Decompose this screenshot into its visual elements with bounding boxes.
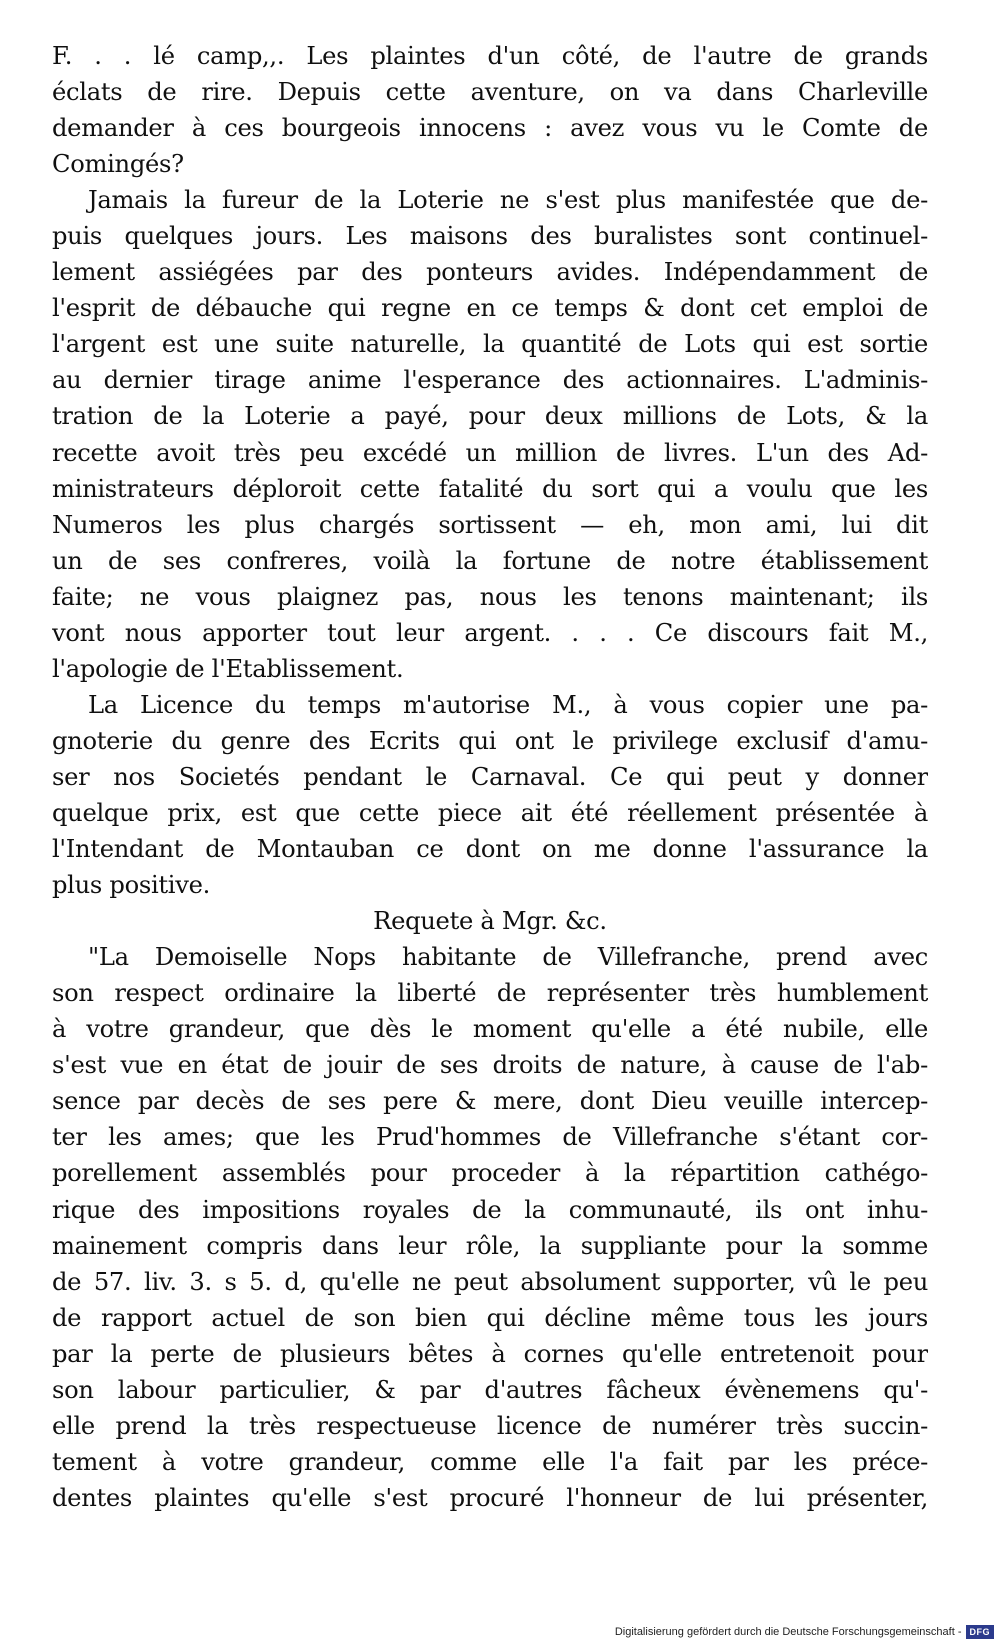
text-line: son labour particulier, & par d'autres fâcheux évènemens qu'- bbox=[52, 1375, 928, 1404]
text-line: gnoterie du genre des Ecrits qui ont le privilege exclusif d'amu- bbox=[52, 726, 928, 755]
text-line: son respect ordinaire la liberté de représenter très humblement bbox=[52, 979, 928, 1008]
text-line: faite; ne vous plaignez pas, nous les tenons maintenant; ils bbox=[52, 582, 928, 611]
text-line: par la perte de plusieurs bêtes à cornes qu'elle entretenoit pour bbox=[52, 1339, 928, 1368]
text-line: porellement assemblés pour proceder à la répartition cathégo- bbox=[52, 1159, 928, 1188]
text-line: puis quelques jours. Les maisons des buralistes sont continuel- bbox=[52, 222, 928, 251]
text-line: plus positive. bbox=[52, 871, 211, 900]
text-line: rique des impositions royales de la communauté, ils ont inhu- bbox=[52, 1195, 928, 1224]
text-line: ter les ames; que les Prud'hommes de Villefranche s'étant cor- bbox=[52, 1123, 928, 1152]
text-line: F. . . lé camp,,. Les plaintes d'un côté, de l'autre de grands bbox=[52, 42, 928, 70]
dfg-logo-icon: DFG bbox=[966, 1625, 995, 1639]
text-line: lement assiégées par des ponteurs avides. Indépendamment de bbox=[52, 258, 928, 287]
footer-credit: Digitalisierung gefördert durch die Deutsche Forschungsgemeinschaft - bbox=[614, 1626, 962, 1638]
text-line: tement à votre grandeur, comme elle l'a fait par les préce- bbox=[52, 1447, 928, 1476]
text-line: éclats de rire. Depuis cette aventure, on va dans Charleville bbox=[52, 78, 928, 107]
text-line: l'esprit de débauche qui regne en ce temps & dont cet emploi de bbox=[52, 294, 928, 323]
text-line: l'apologie de l'Etablissement. bbox=[52, 654, 404, 683]
text-line: s'est vue en état de jouir de ses droits de nature, à cause de l'ab- bbox=[52, 1051, 928, 1080]
text-line: l'Intendant de Montauban ce dont on me donne l'assurance la bbox=[52, 835, 928, 864]
text-line: "La Demoiselle Nops habitante de Villefranche, prend avec bbox=[88, 943, 928, 972]
text-line: de rapport actuel de son bien qui décline même tous les jours bbox=[52, 1303, 928, 1332]
text-line: Numeros les plus chargés sortissent — eh, mon ami, lui dit bbox=[52, 510, 928, 539]
text-line: mainement compris dans leur rôle, la suppliante pour la somme bbox=[52, 1231, 928, 1260]
text-line: La Licence du temps m'autorise M., à vous copier une pa- bbox=[88, 690, 928, 719]
text-line: un de ses confreres, voilà la fortune de notre établissement bbox=[52, 546, 928, 575]
text-line: au dernier tirage anime l'esperance des actionnaires. L'adminis- bbox=[52, 366, 928, 395]
text-line: l'argent est une suite naturelle, la quantité de Lots qui est sortie bbox=[52, 330, 928, 359]
text-line: Comingés? bbox=[52, 150, 184, 179]
text-line: quelque prix, est que cette piece ait été réellement présentée à bbox=[52, 798, 928, 827]
digitization-footer bbox=[615, 1622, 994, 1642]
text-line: demander à ces bourgeois innocens : avez vous vu le Comte de bbox=[52, 114, 928, 143]
text-line: à votre grandeur, que dès le moment qu'elle a été nubile, elle bbox=[52, 1015, 928, 1044]
text-line: tration de la Loterie a payé, pour deux millions de Lots, & la bbox=[52, 402, 928, 431]
text-line: Jamais la fureur de la Loterie ne s'est plus manifestée que de- bbox=[88, 186, 928, 215]
text-line: ministrateurs déploroit cette fatalité du sort qui a voulu que les bbox=[52, 474, 928, 503]
text-line: dentes plaintes qu'elle s'est procuré l'honneur de lui présenter, bbox=[52, 1483, 928, 1512]
text-line: elle prend la très respectueuse licence de numérer très succin- bbox=[52, 1411, 928, 1440]
text-line: ser nos Societés pendant le Carnaval. Ce qui peut y donner bbox=[52, 762, 928, 791]
text-line: vont nous apporter tout leur argent. . . . Ce discours fait M., bbox=[52, 618, 928, 647]
text-line: sence par decès de ses pere & mere, dont Dieu veuille intercep- bbox=[52, 1087, 928, 1116]
document-page bbox=[52, 38, 928, 1516]
text-line: de 57. liv. 3. s 5. d, qu'elle ne peut absolument supporter, vû le peu bbox=[52, 1267, 928, 1296]
text-line: recette avoit très peu excédé un million de livres. L'un des Ad- bbox=[52, 438, 928, 467]
section-heading: Requete à Mgr. &c. bbox=[373, 907, 607, 936]
